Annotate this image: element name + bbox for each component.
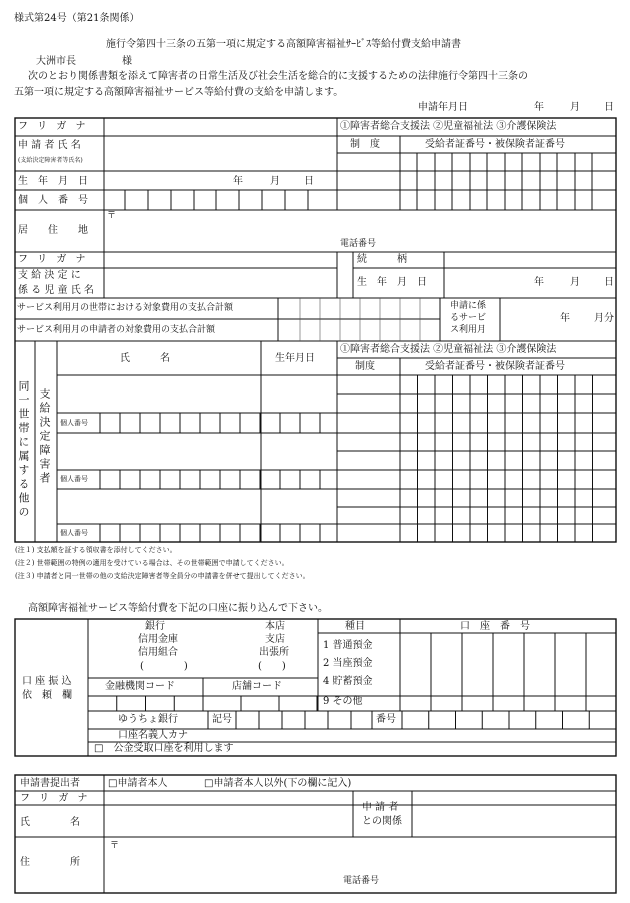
note-3: (注３) 申請者と同一世帯の他の支給決定障害者等全員分の申請書を併せて提出してください。	[15, 572, 310, 580]
applicant-birth-month: 月	[270, 176, 280, 187]
application-month: 月	[570, 102, 580, 113]
applicant-postal-mark: 〒	[107, 211, 117, 221]
household-individual-number-1: 個人番号	[60, 419, 88, 427]
honorific: 様	[122, 56, 132, 67]
child-birth-month: 月	[570, 277, 580, 288]
account-type-header: 種目	[345, 621, 365, 632]
child-relation-label: 続 柄	[357, 254, 407, 265]
household-laws-label: ①障害者総合支援法 ②児童福祉法 ③介護保険法	[340, 344, 557, 355]
applicant-total-label: サービス利用月の申請者の対象費用の支払合計額	[17, 325, 216, 335]
household-cert-number-label: 受給者証番号・被保険者証番号	[425, 361, 565, 372]
bank-type-2: 信用金庫	[138, 634, 178, 645]
household-name-header: 氏 名	[120, 353, 170, 364]
form-number: 様式第24号（第21条関係）	[14, 13, 140, 24]
submitter-relation-line-2: との関係	[362, 816, 402, 827]
applicant-address-label: 居 住 地	[18, 225, 88, 236]
child-decision-line-1: 支 給 決 定 に	[18, 270, 81, 281]
household-birth-header: 生年月日	[275, 353, 315, 364]
applicant-furigana-label: フ リ ガ ナ	[18, 121, 89, 132]
applicant-laws-label: ①障害者総合支援法 ②児童福祉法 ③介護保険法	[340, 121, 557, 132]
bank-code-label: 金融機関コード	[105, 681, 175, 692]
public-account-checkbox[interactable]: □ 公金受取口座を利用します	[94, 743, 234, 754]
submitter-address-label: 住 所	[20, 857, 80, 868]
bank-side-line-2: 依 頼 欄	[22, 690, 72, 701]
service-month-line-2: るサービ	[450, 313, 487, 323]
applicant-individual-number-label: 個 人 番 号	[18, 195, 88, 206]
child-birth-year: 年	[534, 277, 544, 288]
applicant-system-label: 制 度	[350, 139, 380, 150]
service-month-year: 年	[560, 313, 570, 324]
child-birth-label: 生 年 月 日	[357, 277, 427, 288]
yucho-label: ゆうちょ銀行	[118, 714, 178, 725]
application-day: 日	[604, 102, 614, 113]
note-1: (注１) 支払額を証する領収書を添付してください。	[15, 546, 177, 554]
household-individual-number-2: 個人番号	[60, 475, 88, 483]
household-system-label: 制度	[355, 361, 375, 372]
applicant-phone-label: 電話番号	[340, 239, 377, 249]
service-month-suffix: 月分	[594, 313, 614, 324]
account-number-header: 口 座 番 号	[460, 621, 530, 632]
submitter-relation-line-1: 申 請 者	[362, 802, 399, 813]
branch-type-3: 出張所	[259, 647, 289, 658]
intro-line-2: 五第一項に規定する高額障害福祉サービス等給付費の支給を申請します。	[14, 87, 344, 98]
applicant-birth-day: 日	[304, 176, 314, 187]
bank-paren: ( )	[140, 661, 188, 672]
intro-line-1: 次のとおり関係書類を添えて障害者の日常生活及び社会生活を総合的に支援するための法律施行令第四十三条の	[28, 71, 528, 82]
branch-type-2: 支店	[265, 634, 285, 645]
child-decision-line-2: 係 る 児 童 氏 名	[18, 285, 94, 296]
submitter-phone-label: 電話番号	[343, 876, 380, 886]
branch-code-label: 店舗コード	[232, 681, 282, 692]
kigou-label: 記号	[212, 714, 232, 725]
bangou-label: 番号	[376, 714, 396, 725]
submitter-postal-mark: 〒	[110, 841, 120, 851]
account-type-3: 4 貯蓄預金	[323, 676, 373, 687]
application-date-label: 申請年月日	[418, 102, 468, 113]
bank-intro: 高額障害福祉サービス等給付費を下記の口座に振り込んで下さい。	[28, 603, 328, 614]
child-birth-day: 日	[604, 277, 614, 288]
household-side-label-inner: 支給決定障害者	[38, 388, 51, 486]
application-year: 年	[534, 102, 544, 113]
applicant-name-label: 申 請 者 氏 名	[18, 140, 81, 151]
child-furigana-label: フ リ ガ ナ	[18, 254, 89, 265]
submitter-label: 申請書提出者	[20, 778, 80, 789]
applicant-birth-year: 年	[233, 176, 243, 187]
form-title: 施行令第四十三条の五第一項に規定する高額障害福祉ｻｰﾋﾞｽ等給付費支給申請書	[106, 39, 461, 50]
holder-kana-label: 口座名義人カナ	[118, 730, 188, 741]
note-2: (注２) 世帯範囲の特例の適用を受けている場合は、その世帯範囲で申請してください。	[15, 559, 289, 567]
household-side-label-outer: 同一世帯に属する他の	[17, 380, 30, 520]
applicant-name-sub: (支給決定障害者等氏名)	[18, 157, 83, 164]
submitter-furigana-label: フ リ ガ ナ	[20, 793, 91, 804]
household-individual-number-3: 個人番号	[60, 529, 88, 537]
submitter-option-other[interactable]: □申請者本人以外(下の欄に記入)	[204, 778, 352, 789]
account-type-2: 2 当座預金	[323, 658, 373, 669]
bank-type-3: 信用組合	[138, 647, 178, 658]
bank-side-line-1: 口 座 振 込	[22, 676, 72, 687]
service-month-line-1: 申請に係	[450, 301, 487, 311]
account-type-4: 9 その他	[323, 696, 363, 707]
branch-paren: ( )	[258, 661, 286, 672]
account-type-1: 1 普通預金	[323, 640, 373, 651]
service-month-line-3: ス利用月	[450, 325, 487, 335]
bank-type-1: 銀行	[145, 621, 165, 632]
household-total-label: サービス利用月の世帯における対象費用の支払合計額	[17, 303, 234, 313]
applicant-cert-number-label: 受給者証番号・被保険者証番号	[425, 139, 565, 150]
submitter-name-label: 氏 名	[20, 817, 80, 828]
addressee: 大洲市長	[36, 56, 76, 67]
applicant-birth-label: 生 年 月 日	[18, 176, 88, 187]
submitter-option-self[interactable]: □申請者本人	[108, 778, 168, 789]
branch-type-1: 本店	[265, 621, 285, 632]
